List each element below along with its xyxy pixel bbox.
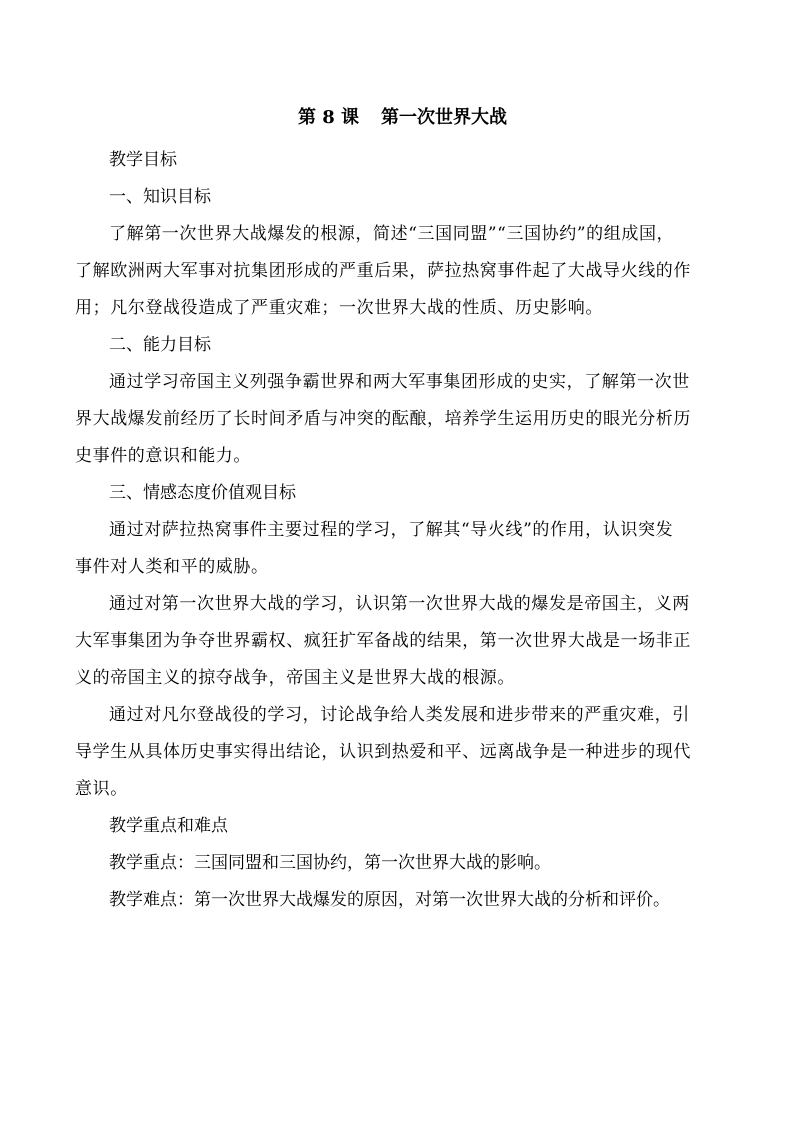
paragraph-line: 通过对萨拉热窝事件主要过程的学习，了解其“导火线”的作用，认识突发 [109,520,674,540]
paragraph-line: 了解欧洲两大军事对抗集团形成的严重后果，萨拉热窝事件起了大战导火线的作 [75,261,691,281]
lesson-number: 第 8 课 [297,107,360,128]
paragraph-line: 导学生从具体历史事实得出结论，认识到热爱和平、远离战争是一种进步的现代 [75,742,691,762]
paragraph-line: 界大战爆发前经历了长时间矛盾与冲突的酝酿，培养学生运用历史的眼光分析历 [75,409,691,429]
key-difficult-heading: 教学重点和难点 [109,816,228,836]
emotion-goals-paragraph-3 [75,697,730,808]
paragraph-line: 通过学习帝国主义列强争霸世界和两大军事集团形成的史实，了解第一次世 [109,372,690,392]
paragraph-line: 大军事集团为争夺世界霸权、疯狂扩军备战的结果，第一次世界大战是一场非正 [75,631,691,651]
key-point: 教学重点：三国同盟和三国协约，第一次世界大战的影响。 [109,853,551,873]
emotion-goals-paragraph-1 [75,512,730,586]
knowledge-goals-heading: 一、知识目标 [109,187,211,207]
emotion-goals-heading: 三、情感态度价值观目标 [109,483,296,503]
paragraph-line: 意识。 [75,779,128,799]
ability-goals-heading: 二、能力目标 [109,335,211,355]
paragraph-line: 义的帝国主义的掠夺战争，帝国主义是世界大战的根源。 [75,668,515,688]
paragraph-line: 史事件的意识和能力。 [75,446,251,466]
paragraph-line: 通过对凡尔登战役的学习，讨论战争给人类发展和进步带来的严重灾难，引 [109,705,690,725]
paragraph-line: 用；凡尔登战役造成了严重灾难；一次世界大战的性质、历史影响。 [75,298,603,318]
emotion-goals-paragraph-2 [75,586,730,697]
knowledge-goals-paragraph [75,216,730,327]
teaching-goals-heading: 教学目标 [109,150,177,170]
page-title [75,100,730,136]
document-page [75,100,730,919]
difficult-point: 教学难点：第一次世界大战爆发的原因，对第一次世界大战的分析和评价。 [109,890,670,910]
lesson-title: 第一次世界大战 [381,107,508,128]
paragraph-line: 通过对第一次世界大战的学习，认识第一次世界大战的爆发是帝国主，义两 [109,594,690,614]
paragraph-line: 事件对人类和平的威胁。 [75,557,269,577]
paragraph-line: 了解第一次世界大战爆发的根源，简述“三国同盟”“三国协约”的组成国， [109,224,675,244]
ability-goals-paragraph [75,364,730,475]
